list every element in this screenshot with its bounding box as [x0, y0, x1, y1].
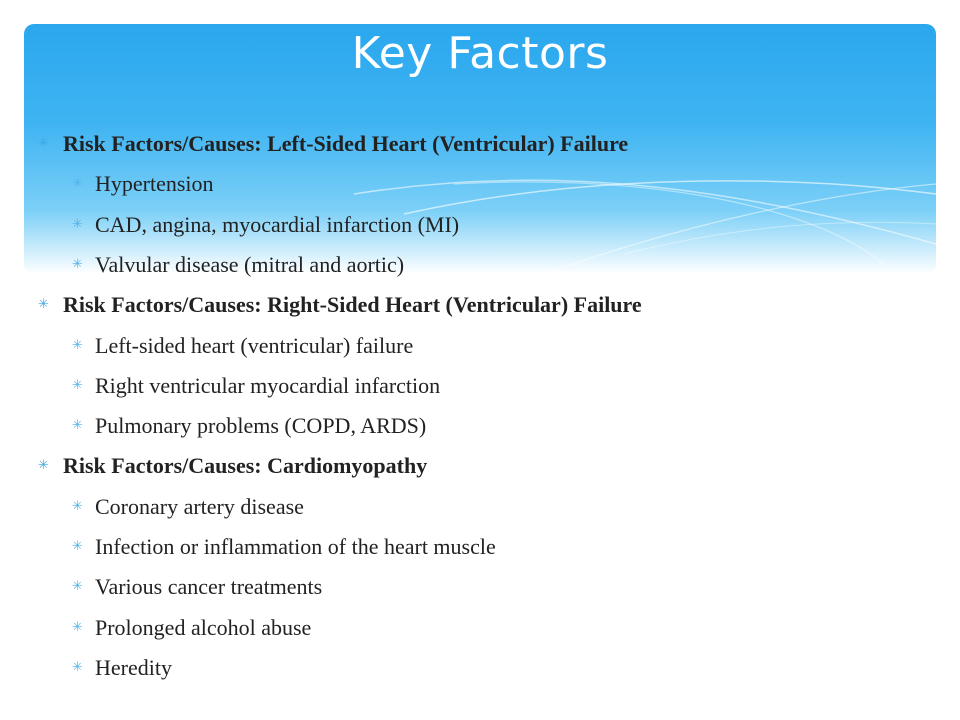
asterisk-bullet-icon: ✳ — [72, 619, 83, 635]
section-heading: Risk Factors/Causes: Left-Sided Heart (Ventricular) Failure — [63, 131, 629, 156]
list-item-text: CAD, angina, myocardial infarction (MI) — [95, 211, 460, 237]
asterisk-bullet-icon: ✳ — [72, 216, 83, 232]
asterisk-bullet-icon: ✳ — [72, 176, 83, 192]
section-heading: Risk Factors/Causes: Right-Sided Heart (Ventricular) Failure — [63, 292, 642, 318]
asterisk-bullet-icon: ✳ — [38, 458, 49, 474]
list-item-text: Heredity — [95, 654, 172, 680]
section-heading: Risk Factors/Causes: Cardiomyopathy — [63, 453, 428, 479]
asterisk-bullet-icon: ✳ — [72, 498, 83, 514]
slide-title: Key Factors — [351, 28, 609, 79]
list-item-text: Prolonged alcohol abuse — [95, 614, 312, 640]
asterisk-bullet-icon: ✳ — [72, 337, 83, 353]
asterisk-bullet-icon: ✳ — [38, 297, 49, 313]
list-item-text: Pulmonary problems (COPD, ARDS) — [95, 413, 427, 439]
list-item-text: Hypertension — [95, 171, 214, 197]
asterisk-bullet-icon: ✳ — [72, 256, 83, 272]
list-item-text: Coronary artery disease — [95, 493, 304, 519]
list-item-text: Infection or inflammation of the heart muscle — [95, 534, 496, 559]
asterisk-bullet-icon: ✳ — [72, 659, 83, 675]
list-item-text: Left-sided heart (ventricular) failure — [95, 332, 414, 358]
asterisk-bullet-icon: ✳ — [38, 136, 49, 151]
asterisk-bullet-icon: ✳ — [72, 377, 83, 393]
list-item-text: Right ventricular myocardial infarction — [95, 372, 441, 398]
asterisk-bullet-icon: ✳ — [72, 539, 83, 554]
list-item-text: Various cancer treatments — [95, 574, 323, 600]
list-item-text: Valvular disease (mitral and aortic) — [95, 251, 405, 277]
asterisk-bullet-icon: ✳ — [72, 418, 83, 434]
asterisk-bullet-icon: ✳ — [72, 579, 83, 595]
